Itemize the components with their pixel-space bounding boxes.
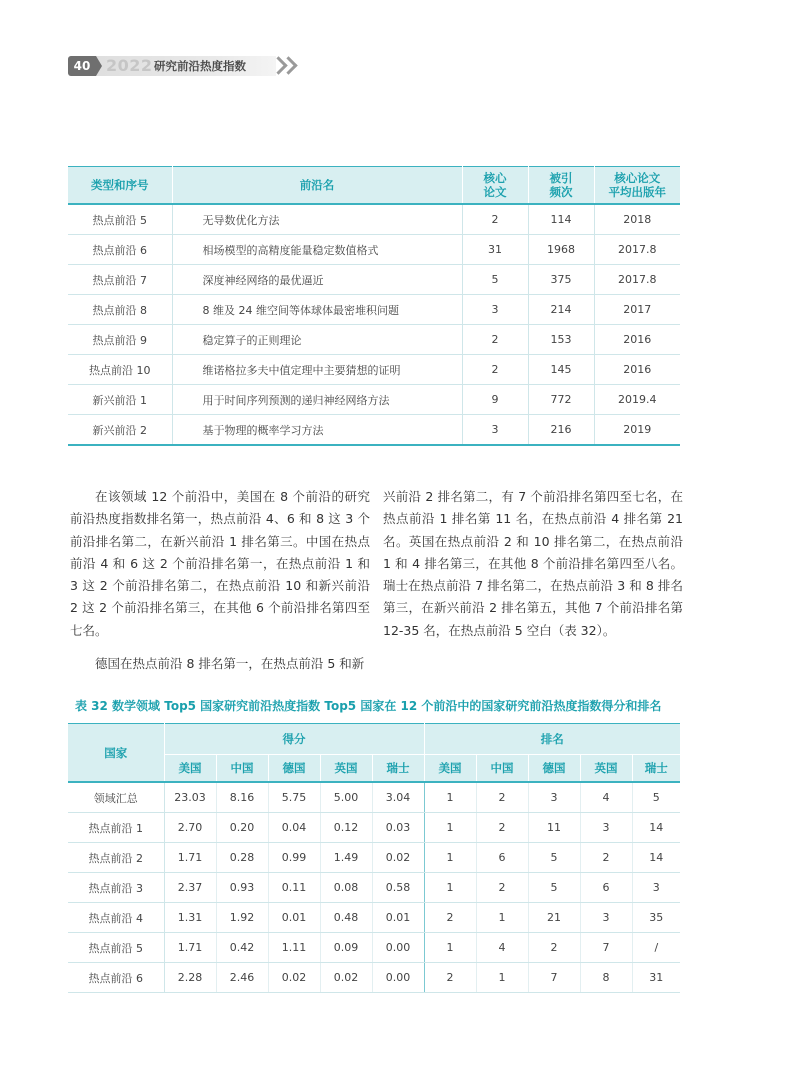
col-header-cites-l2: 频次 — [549, 185, 573, 199]
rank-cell: 5 — [632, 782, 680, 813]
cell-core: 3 — [462, 415, 528, 446]
cell-core: 9 — [462, 385, 528, 415]
score-cell: 0.11 — [268, 873, 320, 903]
table-row — [68, 204, 680, 235]
rank-cell: 1 — [476, 903, 528, 933]
row-label: 热点前沿 3 — [68, 873, 164, 903]
rank-cell: 5 — [528, 873, 580, 903]
col-header-score-country: 瑞士 — [372, 755, 424, 783]
rank-cell: 2 — [476, 813, 528, 843]
cell-cites: 375 — [528, 265, 594, 295]
table-row — [68, 355, 680, 385]
rank-cell: 8 — [580, 963, 632, 993]
col-header-score-country: 美国 — [164, 755, 216, 783]
col-header-core-l2: 论文 — [483, 185, 507, 199]
score-cell: 0.08 — [320, 873, 372, 903]
score-cell: 23.03 — [164, 782, 216, 813]
cell-core: 2 — [462, 355, 528, 385]
cell-type: 热点前沿 6 — [68, 235, 172, 265]
row-label: 热点前沿 6 — [68, 963, 164, 993]
score-cell: 0.20 — [216, 813, 268, 843]
cell-name: 维诺格拉多夫中值定理中主要猜想的证明 — [172, 355, 462, 385]
cell-year: 2017 — [594, 295, 680, 325]
cell-name: 深度神经网络的最优逼近 — [172, 265, 462, 295]
body-column-left — [70, 486, 370, 686]
rank-cell: 7 — [528, 963, 580, 993]
rank-cell: 2 — [580, 843, 632, 873]
rank-cell: 4 — [476, 933, 528, 963]
cell-cites: 214 — [528, 295, 594, 325]
cell-year: 2016 — [594, 325, 680, 355]
col-header-rank-country: 英国 — [580, 755, 632, 783]
score-cell: 1.11 — [268, 933, 320, 963]
table-row — [68, 933, 680, 963]
score-cell: 0.99 — [268, 843, 320, 873]
cell-core: 3 — [462, 295, 528, 325]
rank-cell: 35 — [632, 903, 680, 933]
score-cell: 5.75 — [268, 782, 320, 813]
score-cell: 0.42 — [216, 933, 268, 963]
cell-type: 热点前沿 9 — [68, 325, 172, 355]
score-cell: 0.00 — [372, 933, 424, 963]
cell-type: 热点前沿 8 — [68, 295, 172, 325]
cell-cites: 145 — [528, 355, 594, 385]
score-cell: 0.04 — [268, 813, 320, 843]
col-header-core — [462, 167, 528, 205]
rank-cell: 3 — [632, 873, 680, 903]
body-paragraph: 在该领域 12 个前沿中，美国在 8 个前沿的研究前沿热度指数排名第一，热点前沿 4、6 和 8 这 3 个前沿排名第二，在新兴前沿 1 排名第三。中国在热点前沿 4 和 6 这 2 个前沿排名第一，在热点前沿 1 和 3 这 2 个前沿排名第二，在热点前沿 10 和新兴前沿 2 这 2 个前沿排名第三，在其他 6 个前沿排名第四至七名。 — [70, 489, 370, 638]
cell-name: 相场模型的高精度能量稳定数值格式 — [172, 235, 462, 265]
col-header-rank-country: 中国 — [476, 755, 528, 783]
table-row — [68, 235, 680, 265]
score-cell: 0.02 — [268, 963, 320, 993]
rank-cell: / — [632, 933, 680, 963]
score-cell: 0.02 — [320, 963, 372, 993]
cell-type: 新兴前沿 1 — [68, 385, 172, 415]
col-header-year — [594, 167, 680, 205]
cell-cites: 1968 — [528, 235, 594, 265]
col-header-year-l2: 平均出版年 — [608, 185, 666, 199]
cell-name: 无导数优化方法 — [172, 204, 462, 235]
rank-cell: 1 — [424, 782, 476, 813]
row-label: 热点前沿 1 — [68, 813, 164, 843]
row-label: 热点前沿 4 — [68, 903, 164, 933]
col-header-year-l1: 核心论文 — [614, 171, 661, 185]
col-header-core-l1: 核心 — [483, 171, 507, 185]
page-header — [68, 56, 300, 76]
rank-cell: 3 — [580, 903, 632, 933]
group-header-row — [68, 724, 680, 755]
score-cell: 2.37 — [164, 873, 216, 903]
table-row — [68, 963, 680, 993]
col-header-rank-country: 瑞士 — [632, 755, 680, 783]
rank-cell: 1 — [424, 843, 476, 873]
col-header-score-country: 德国 — [268, 755, 320, 783]
cell-type: 热点前沿 7 — [68, 265, 172, 295]
score-cell: 8.16 — [216, 782, 268, 813]
table-caption: 表 32 数学领域 Top5 国家研究前沿热度指数 Top5 国家在 12 个前沿中的国家研究前沿热度指数得分和排名 — [75, 699, 662, 713]
table-row — [68, 295, 680, 325]
cell-name: 基于物理的概率学习方法 — [172, 415, 462, 446]
score-cell: 1.31 — [164, 903, 216, 933]
table-row — [68, 782, 680, 813]
rank-cell: 21 — [528, 903, 580, 933]
rank-cell: 6 — [580, 873, 632, 903]
table-row — [68, 873, 680, 903]
score-cell: 0.01 — [372, 903, 424, 933]
cell-year: 2017.8 — [594, 265, 680, 295]
rank-cell: 1 — [424, 873, 476, 903]
cell-core: 2 — [462, 204, 528, 235]
row-label: 热点前沿 5 — [68, 933, 164, 963]
col-header-rank: 排名 — [424, 724, 680, 755]
cell-name: 稳定算子的正则理论 — [172, 325, 462, 355]
score-cell: 5.00 — [320, 782, 372, 813]
cell-cites: 114 — [528, 204, 594, 235]
cell-core: 2 — [462, 325, 528, 355]
col-header-country: 国家 — [68, 724, 164, 783]
score-cell: 0.00 — [372, 963, 424, 993]
body-paragraph: 兴前沿 2 排名第二，有 7 个前沿排名第四至七名，在热点前沿 1 排名第 11 名，在热点前沿 4 排名第 21 名。英国在热点前沿 2 和 10 排名第二，在热点前沿 1 和 4 排名第三，在其他 8 个前沿排名第四至八名。瑞士在热点前沿 7 排名第二，在热点前沿 3 和 8 排名第三，在新兴前沿 2 排名第五，其他 7 个前沿排名第 12-35 名，在热点前沿 5 空白（表 32）。 — [383, 489, 683, 638]
col-header-rank-country: 美国 — [424, 755, 476, 783]
score-cell: 0.01 — [268, 903, 320, 933]
table-row — [68, 903, 680, 933]
score-cell: 2.46 — [216, 963, 268, 993]
col-header-score-country: 英国 — [320, 755, 372, 783]
score-cell: 0.48 — [320, 903, 372, 933]
score-cell: 2.28 — [164, 963, 216, 993]
page-number-tip — [96, 56, 102, 76]
score-cell: 0.93 — [216, 873, 268, 903]
cell-cites: 216 — [528, 415, 594, 446]
rank-cell: 11 — [528, 813, 580, 843]
table-row — [68, 813, 680, 843]
header-year: 2022 — [106, 56, 153, 75]
rank-cell: 14 — [632, 813, 680, 843]
rank-cell: 2 — [476, 782, 528, 813]
score-cell: 2.70 — [164, 813, 216, 843]
cell-cites: 772 — [528, 385, 594, 415]
table-row — [68, 415, 680, 446]
cell-type: 新兴前沿 2 — [68, 415, 172, 446]
col-header-type: 类型和序号 — [68, 167, 172, 205]
rank-cell: 2 — [424, 903, 476, 933]
rank-cell: 2 — [528, 933, 580, 963]
score-cell: 1.92 — [216, 903, 268, 933]
rank-cell: 31 — [632, 963, 680, 993]
score-cell: 1.71 — [164, 933, 216, 963]
table-row — [68, 265, 680, 295]
col-header-cites-l1: 被引 — [549, 171, 573, 185]
col-header-cites — [528, 167, 594, 205]
score-cell: 0.03 — [372, 813, 424, 843]
rank-cell: 1 — [476, 963, 528, 993]
fronts-table — [68, 166, 680, 446]
rank-cell: 2 — [424, 963, 476, 993]
score-cell: 0.28 — [216, 843, 268, 873]
score-cell: 0.58 — [372, 873, 424, 903]
rank-cell: 1 — [424, 813, 476, 843]
col-header-score: 得分 — [164, 724, 424, 755]
row-label: 热点前沿 2 — [68, 843, 164, 873]
rank-cell: 14 — [632, 843, 680, 873]
col-header-score-country: 中国 — [216, 755, 268, 783]
cell-year: 2017.8 — [594, 235, 680, 265]
page-number: 40 — [68, 56, 96, 76]
rank-cell: 2 — [476, 873, 528, 903]
header-title: 研究前沿热度指数 — [154, 59, 246, 73]
table-row — [68, 385, 680, 415]
cell-year: 2018 — [594, 204, 680, 235]
score-cell: 3.04 — [372, 782, 424, 813]
rank-cell: 3 — [528, 782, 580, 813]
rank-cell: 5 — [528, 843, 580, 873]
cell-core: 5 — [462, 265, 528, 295]
col-header-rank-country: 德国 — [528, 755, 580, 783]
score-cell: 0.12 — [320, 813, 372, 843]
score-cell: 1.49 — [320, 843, 372, 873]
fronts-table-header — [68, 167, 680, 205]
cell-cites: 153 — [528, 325, 594, 355]
cell-type: 热点前沿 5 — [68, 204, 172, 235]
cell-type: 热点前沿 10 — [68, 355, 172, 385]
rank-cell: 6 — [476, 843, 528, 873]
col-header-name: 前沿名 — [172, 167, 462, 205]
row-label: 领域汇总 — [68, 782, 164, 813]
rank-cell: 3 — [580, 813, 632, 843]
score-cell: 1.71 — [164, 843, 216, 873]
country-scores-table — [68, 723, 680, 993]
body-column-right — [383, 486, 683, 653]
cell-year: 2019.4 — [594, 385, 680, 415]
score-cell: 0.09 — [320, 933, 372, 963]
cell-year: 2019 — [594, 415, 680, 446]
table-row — [68, 325, 680, 355]
body-paragraph: 德国在热点前沿 8 排名第一，在热点前沿 5 和新 — [95, 656, 365, 672]
cell-year: 2016 — [594, 355, 680, 385]
rank-cell: 1 — [424, 933, 476, 963]
table-row — [68, 843, 680, 873]
cell-name: 8 维及 24 维空间等体球体最密堆积问题 — [172, 295, 462, 325]
rank-cell: 7 — [580, 933, 632, 963]
rank-cell: 4 — [580, 782, 632, 813]
cell-name: 用于时间序列预测的递归神经网络方法 — [172, 385, 462, 415]
cell-core: 31 — [462, 235, 528, 265]
score-cell: 0.02 — [372, 843, 424, 873]
